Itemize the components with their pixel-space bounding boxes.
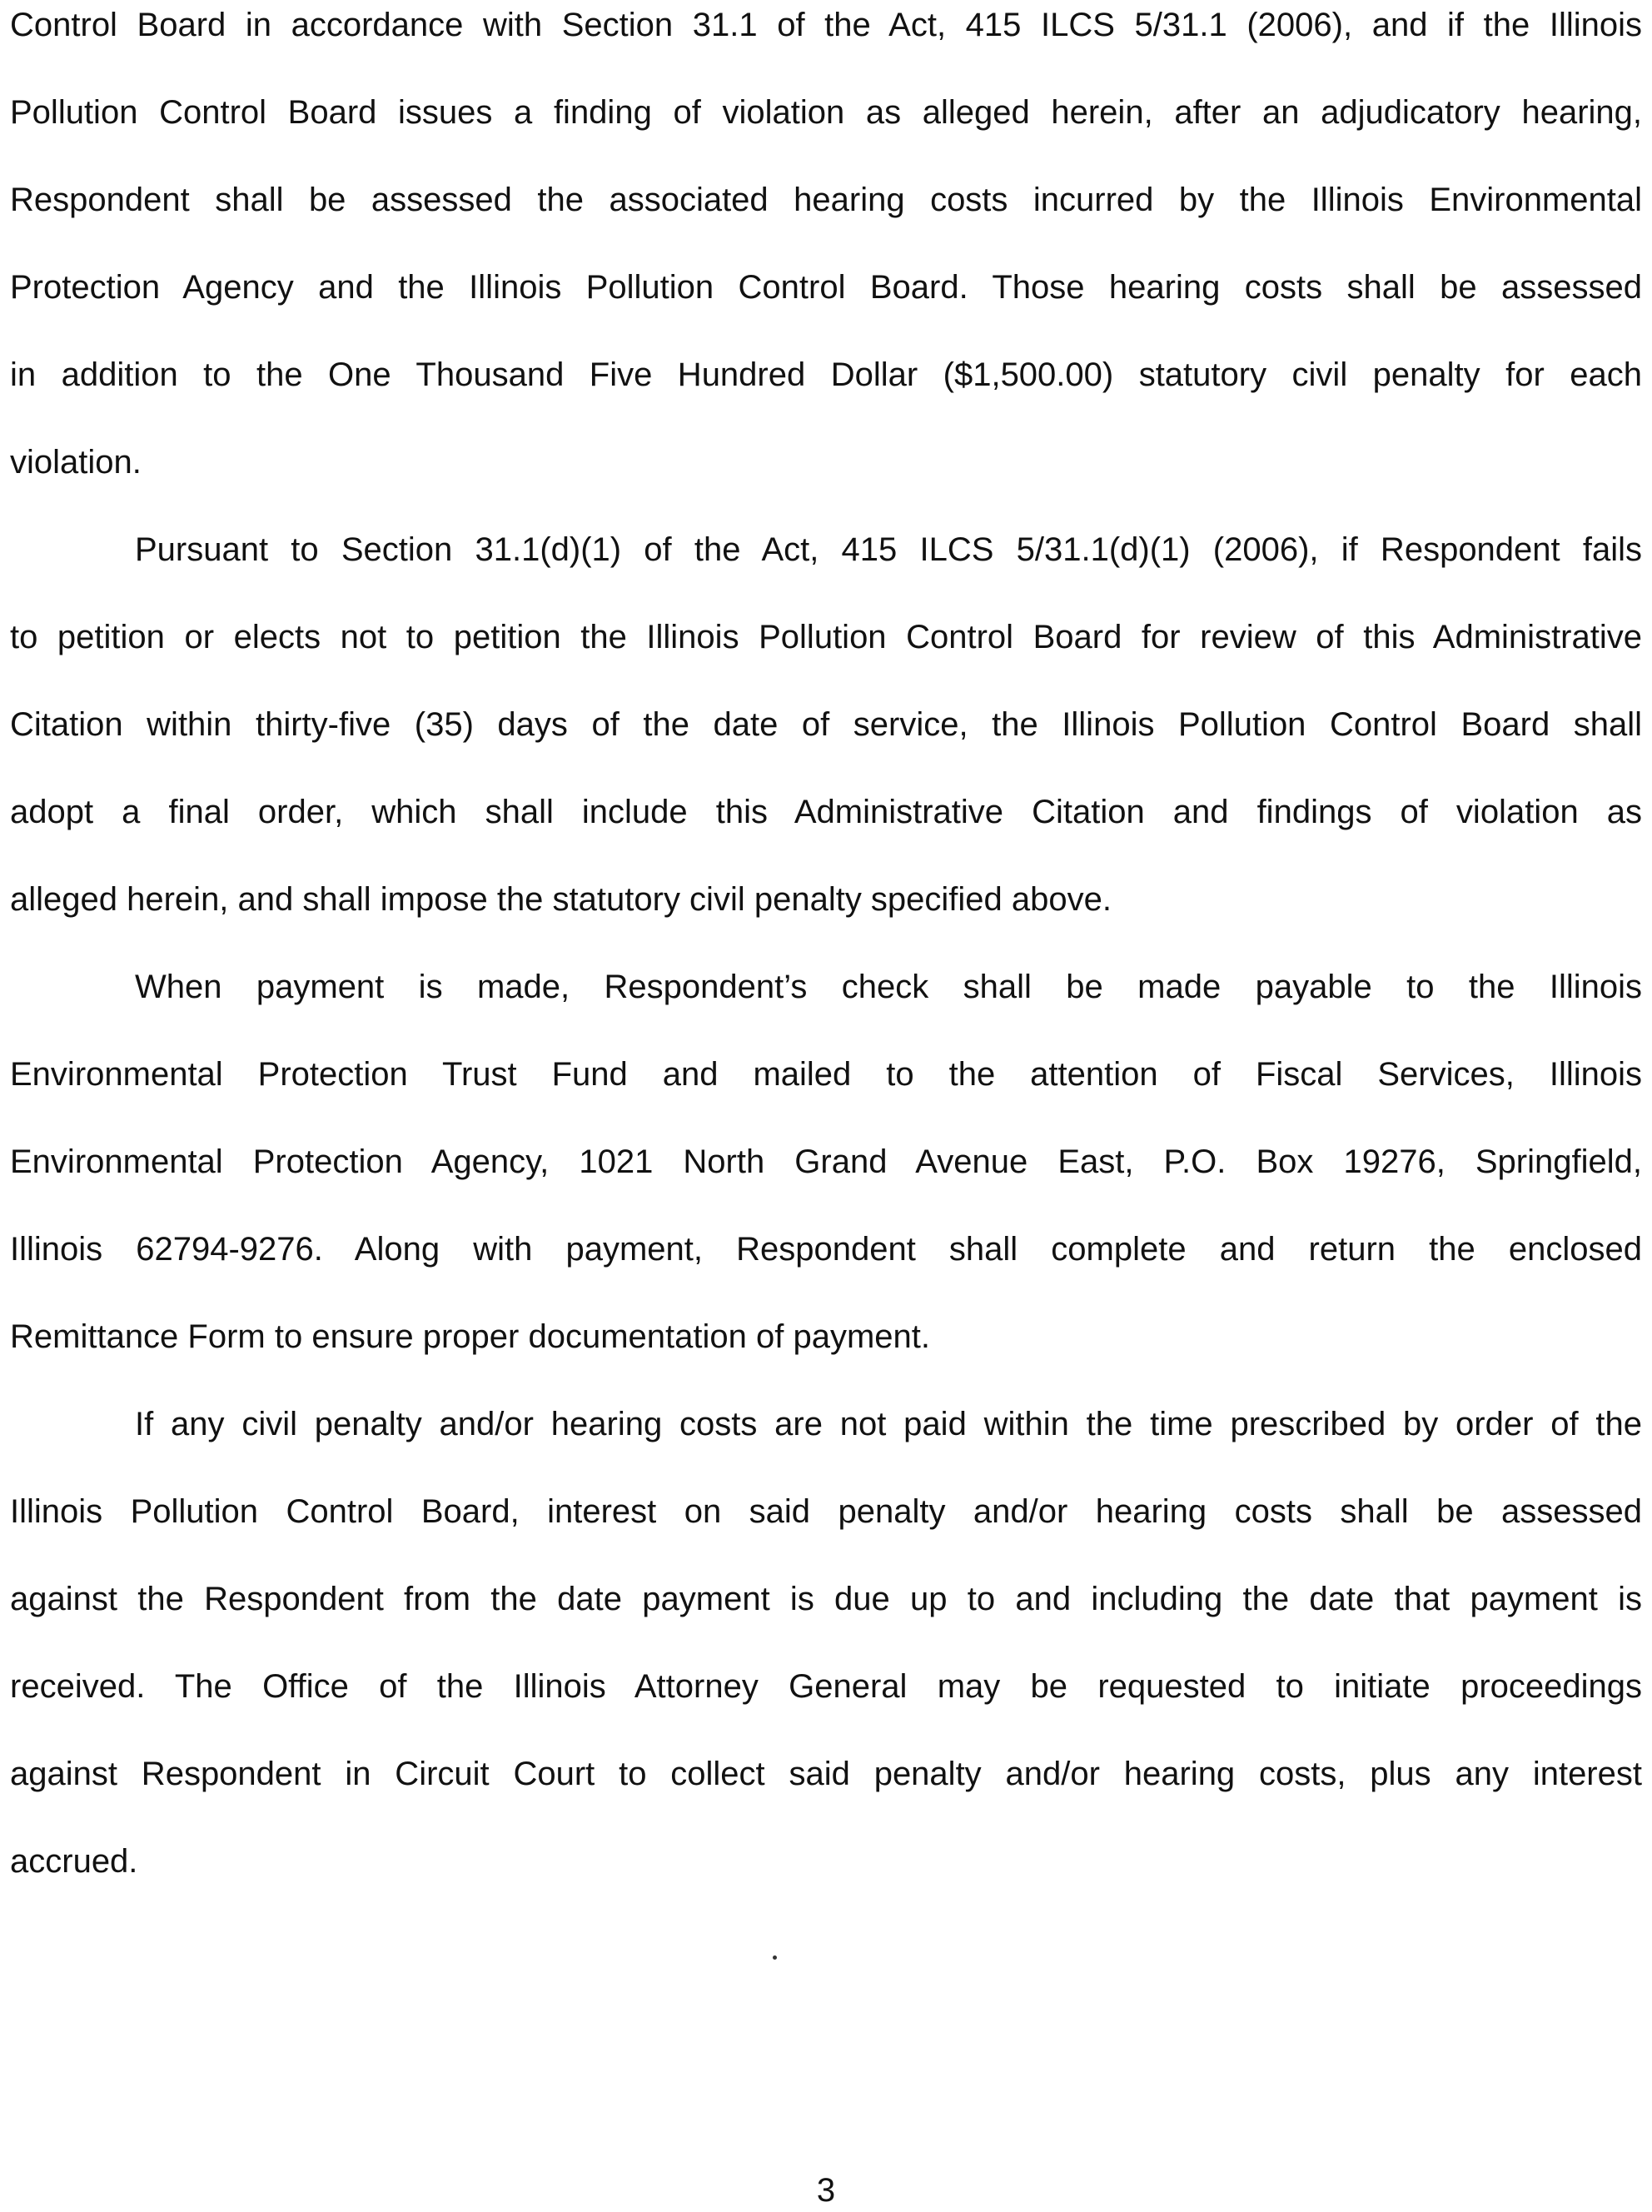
paragraph-2-line-5: alleged herein, and shall impose the statutory civil penalty specified above. bbox=[10, 881, 1112, 918]
paragraph-4-line-4: received. The Office of the Illinois Attorney General may be requested to initiate proceedings bbox=[10, 1668, 1642, 1705]
paragraph-3-line-5: Remittance Form to ensure proper documentation of payment. bbox=[10, 1318, 930, 1355]
paragraph-3-line-2: Environmental Protection Trust Fund and mailed to the attention of Fiscal Services, Illinois bbox=[10, 1056, 1642, 1093]
paragraph-3-line-4: Illinois 62794-9276. Along with payment, Respondent shall complete and return the enclosed bbox=[10, 1231, 1642, 1268]
page-number: 3 bbox=[816, 2172, 836, 2209]
paragraph-4-line-1: If any civil penalty and/or hearing costs are not paid within the time prescribed by order of the bbox=[135, 1406, 1642, 1442]
stray-mark bbox=[773, 1955, 777, 1960]
paragraph-4-line-2: Illinois Pollution Control Board, interest on said penalty and/or hearing costs shall be assessed bbox=[10, 1493, 1642, 1530]
paragraph-3-line-3: Environmental Protection Agency, 1021 North Grand Avenue East, P.O. Box 19276, Springfield, bbox=[10, 1143, 1642, 1180]
paragraph-2-line-4: adopt a final order, which shall include this Administrative Citation and findings of violation as bbox=[10, 794, 1642, 830]
paragraph-4-line-6: accrued. bbox=[10, 1843, 138, 1880]
paragraph-1-line-5: in addition to the One Thousand Five Hundred Dollar ($1,500.00) statutory civil penalty for each bbox=[10, 356, 1642, 393]
paragraph-4-line-3: against the Respondent from the date payment is due up to and including the date that payment is bbox=[10, 1581, 1642, 1617]
paragraph-2-line-2: to petition or elects not to petition the Illinois Pollution Control Board for review of this Administrative bbox=[10, 619, 1642, 655]
paragraph-2-line-1: Pursuant to Section 31.1(d)(1) of the Act, 415 ILCS 5/31.1(d)(1) (2006), if Respondent fails bbox=[135, 531, 1642, 568]
paragraph-1-line-2: Pollution Control Board issues a finding of violation as alleged herein, after an adjudicatory hearing, bbox=[10, 94, 1642, 131]
paragraph-2-line-3: Citation within thirty-five (35) days of the date of service, the Illinois Pollution Control Board shall bbox=[10, 706, 1642, 743]
paragraph-1-line-3: Respondent shall be assessed the associated hearing costs incurred by the Illinois Environmental bbox=[10, 182, 1642, 218]
paragraph-1-line-6: violation. bbox=[10, 444, 142, 481]
paragraph-1-line-4: Protection Agency and the Illinois Pollution Control Board. Those hearing costs shall be assessed bbox=[10, 269, 1642, 306]
paragraph-4-line-5: against Respondent in Circuit Court to collect said penalty and/or hearing costs, plus any interest bbox=[10, 1756, 1642, 1792]
paragraph-3-line-1: When payment is made, Respondent’s check shall be made payable to the Illinois bbox=[135, 969, 1642, 1005]
paragraph-1-line-1: Control Board in accordance with Section 31.1 of the Act, 415 ILCS 5/31.1 (2006), and if the Illinois bbox=[10, 7, 1642, 43]
